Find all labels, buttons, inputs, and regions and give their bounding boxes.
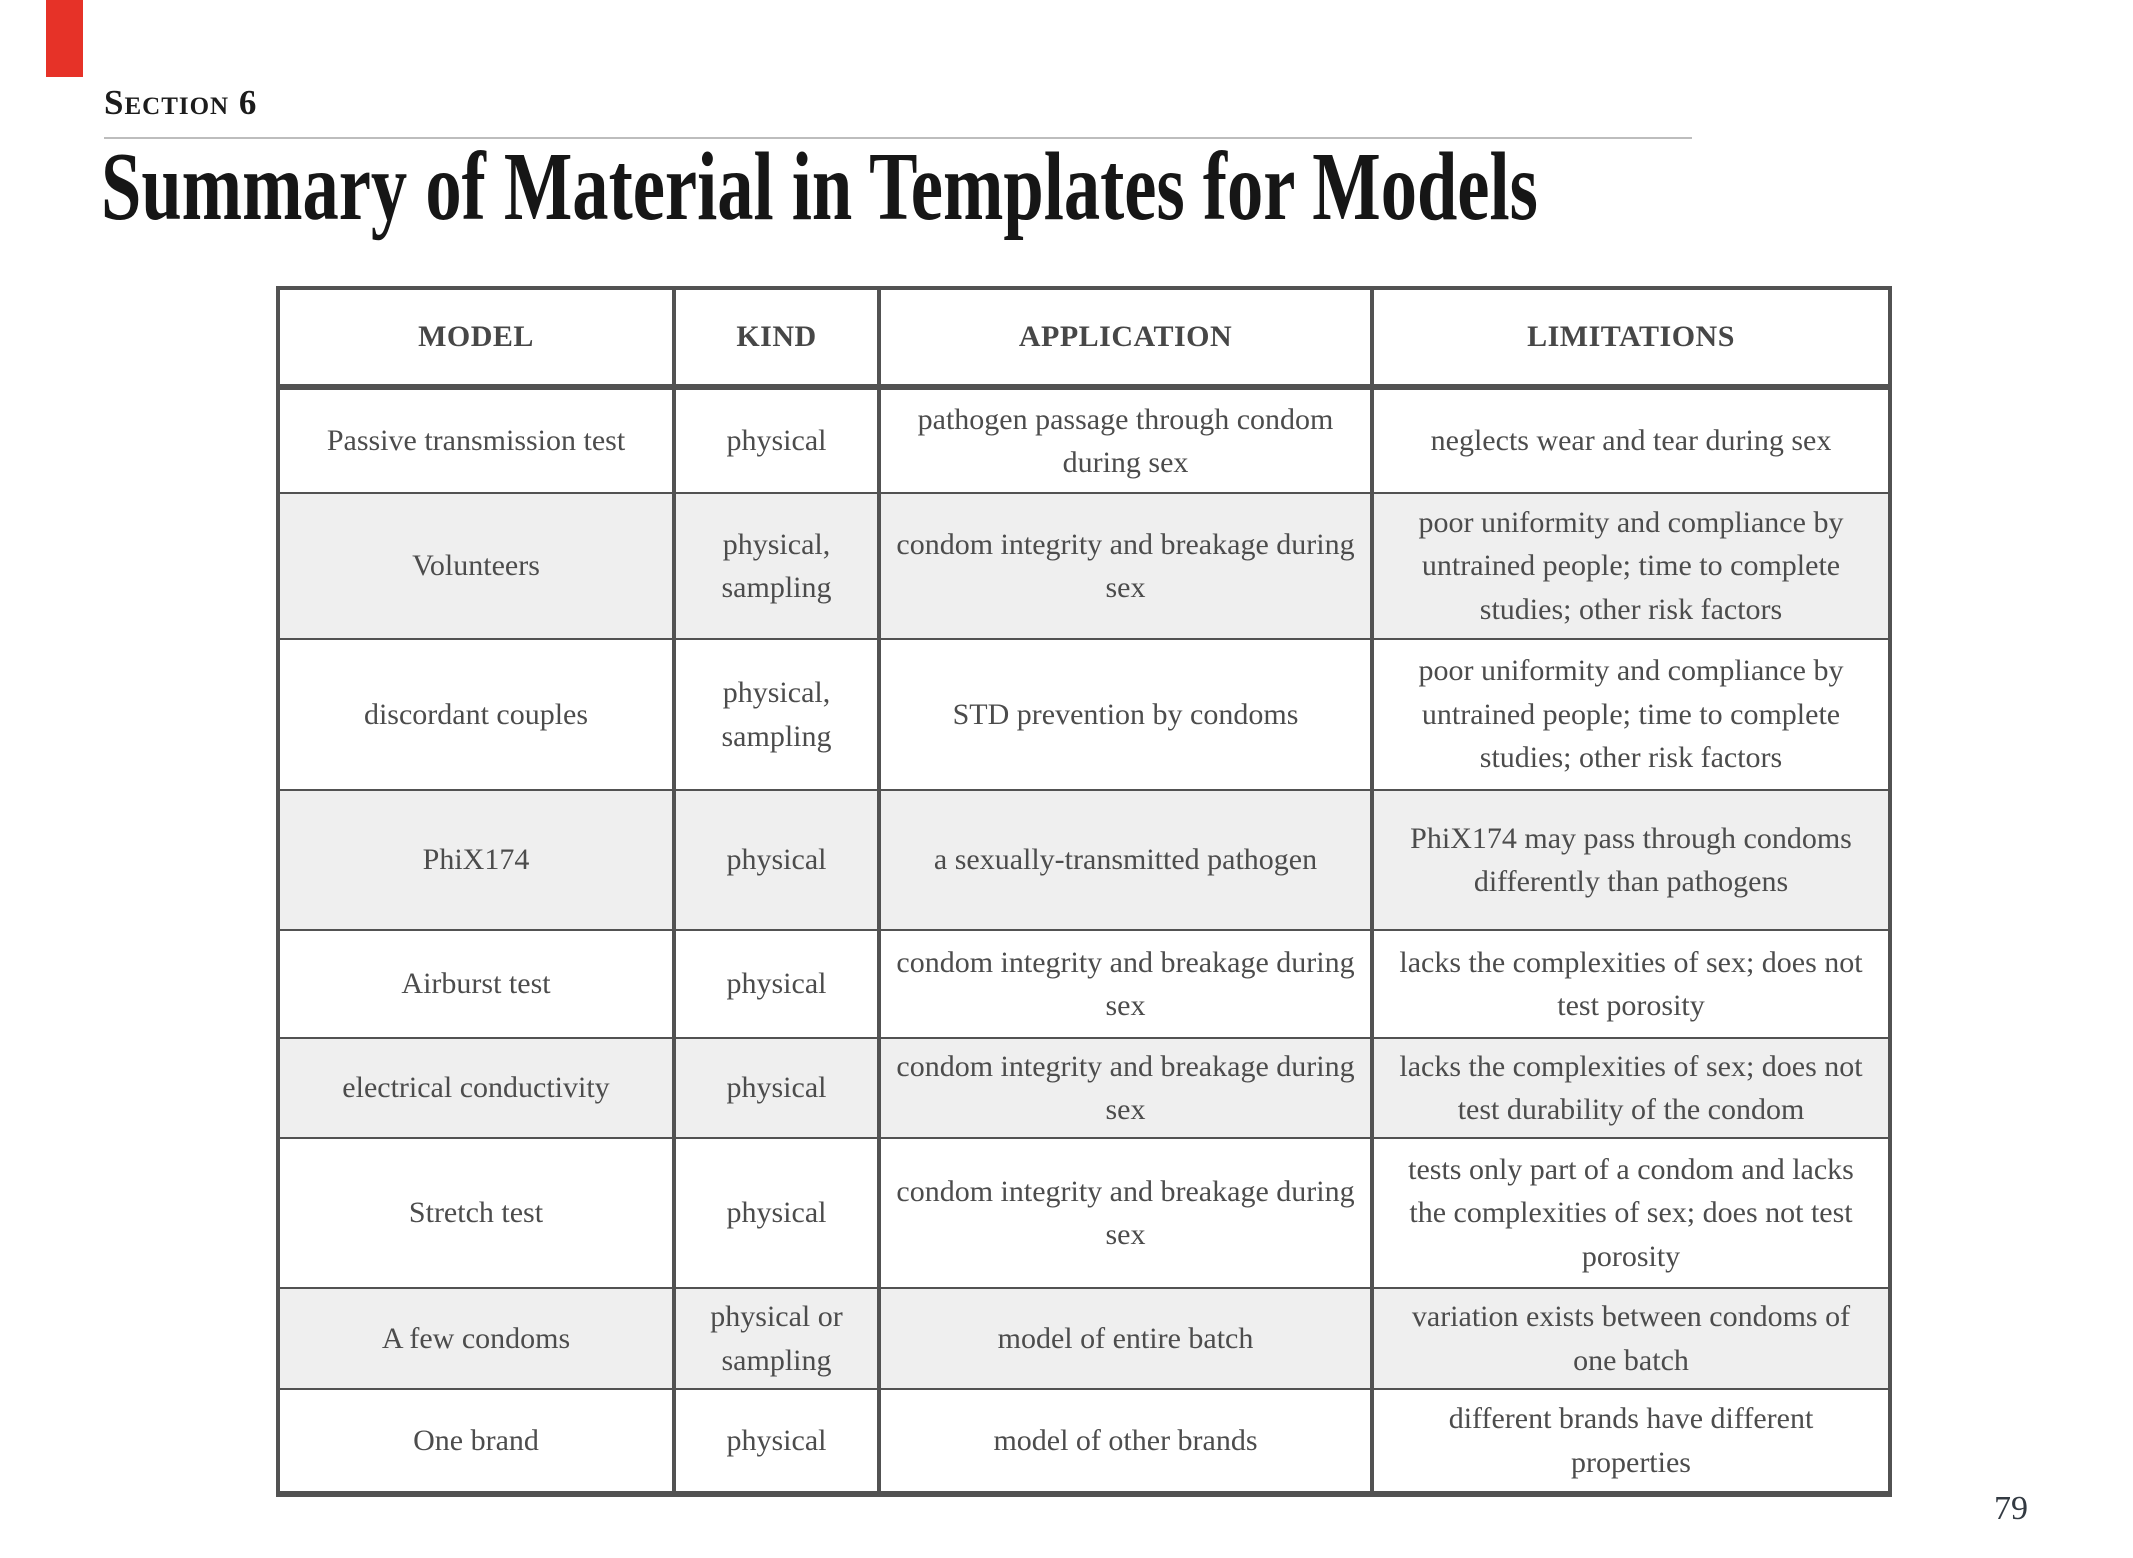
table-row: [278, 387, 1890, 493]
cell-application: condom integrity and breakage during sex: [879, 930, 1372, 1038]
cell-kind: physical or sampling: [674, 1288, 879, 1389]
cell-kind: physical: [674, 1138, 879, 1288]
table-row: [278, 1389, 1890, 1494]
column-header-kind: KIND: [674, 288, 879, 387]
table-row: [278, 1138, 1890, 1288]
cell-kind: physical: [674, 790, 879, 930]
cell-limitations: different brands have different properties: [1372, 1389, 1890, 1494]
cell-kind: physical: [674, 387, 879, 493]
table-row: [278, 639, 1890, 790]
table-row: [278, 790, 1890, 930]
cell-application: pathogen passage through condom during sex: [879, 387, 1372, 493]
table-row: [278, 930, 1890, 1038]
cell-model: A few condoms: [278, 1288, 674, 1389]
table-row: [278, 493, 1890, 639]
cell-application: model of entire batch: [879, 1288, 1372, 1389]
cell-kind: physical, sampling: [674, 639, 879, 790]
cell-model: One brand: [278, 1389, 674, 1494]
cell-limitations: poor uniformity and compliance by untrained people; time to complete studies; other risk factors: [1372, 493, 1890, 639]
cell-application: condom integrity and breakage during sex: [879, 1038, 1372, 1138]
page-number: 79: [1994, 1490, 2028, 1527]
cell-model: Passive transmission test: [278, 387, 674, 493]
cell-application: STD prevention by condoms: [879, 639, 1372, 790]
column-header-model: MODEL: [278, 288, 674, 387]
cell-limitations: poor uniformity and compliance by untrained people; time to complete studies; other risk factors: [1372, 639, 1890, 790]
cell-limitations: lacks the complexities of sex; does not test durability of the condom: [1372, 1038, 1890, 1138]
table-row: [278, 1288, 1890, 1389]
column-header-limitations: LIMITATIONS: [1372, 288, 1890, 387]
cell-limitations: PhiX174 may pass through condoms differently than pathogens: [1372, 790, 1890, 930]
cell-model: PhiX174: [278, 790, 674, 930]
cell-model: electrical conductivity: [278, 1038, 674, 1138]
section-label: Section 6: [104, 83, 258, 122]
cell-limitations: tests only part of a condom and lacks the complexities of sex; does not test porosity: [1372, 1138, 1890, 1288]
cell-kind: physical, sampling: [674, 493, 879, 639]
cell-model: Airburst test: [278, 930, 674, 1038]
column-header-application: APPLICATION: [879, 288, 1372, 387]
cell-model: Stretch test: [278, 1138, 674, 1288]
cell-application: condom integrity and breakage during sex: [879, 493, 1372, 639]
cell-limitations: variation exists between condoms of one batch: [1372, 1288, 1890, 1389]
cell-application: a sexually-transmitted pathogen: [879, 790, 1372, 930]
table-row: [278, 1038, 1890, 1138]
cell-kind: physical: [674, 1038, 879, 1138]
table-header-row: [278, 288, 1890, 387]
cell-kind: physical: [674, 930, 879, 1038]
page-title: Summary of Material in Templates for Models: [101, 133, 1538, 241]
models-summary-table: [276, 286, 1892, 1497]
cell-application: condom integrity and breakage during sex: [879, 1138, 1372, 1288]
cell-limitations: neglects wear and tear during sex: [1372, 387, 1890, 493]
cell-kind: physical: [674, 1389, 879, 1494]
cell-limitations: lacks the complexities of sex; does not test porosity: [1372, 930, 1890, 1038]
cell-application: model of other brands: [879, 1389, 1372, 1494]
red-annotation-marker: [46, 0, 83, 77]
cell-model: discordant couples: [278, 639, 674, 790]
cell-model: Volunteers: [278, 493, 674, 639]
